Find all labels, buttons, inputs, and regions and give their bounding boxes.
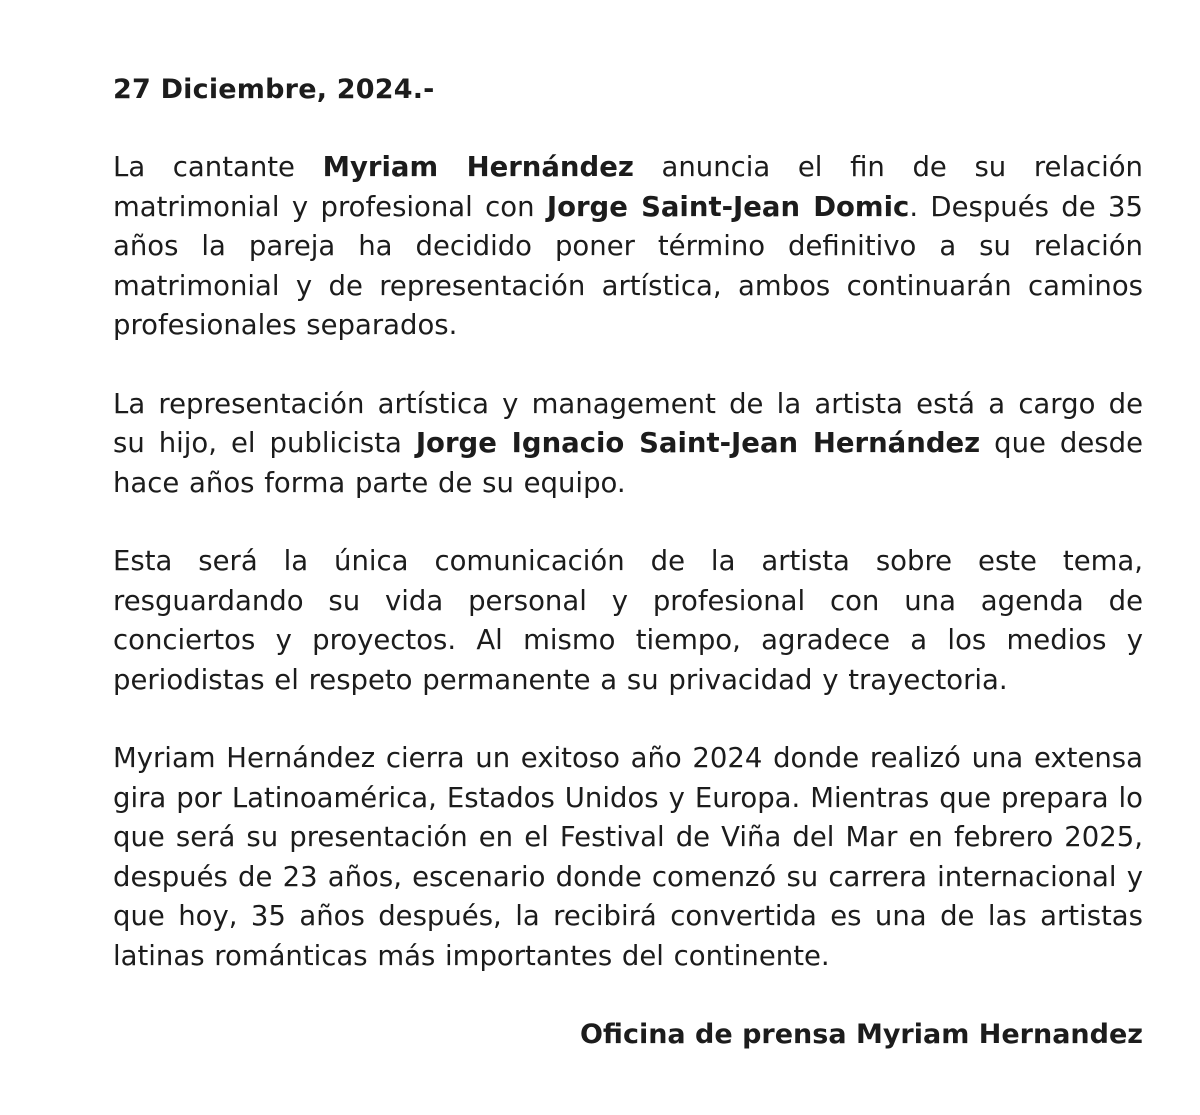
paragraph-2: [113, 385, 1143, 504]
paragraph-3-text-1: Esta será la única comunicación de la artista sobre este tema, resguardando su vida personal y profesional con una agenda de conciertos y proyectos. Al mismo tiempo, agradece a los medios y periodistas el respeto permanente a su privacidad y trayectoria.: [113, 545, 1143, 696]
paragraph-4: [113, 739, 1143, 976]
paragraph-2-bold-1: Jorge Ignacio Saint-Jean Hernández: [415, 427, 981, 459]
paragraph-1-text-3: . Después de 35 años la pareja ha decidido poner término definitivo a su relación matrimonial y de representación artística, ambos continuarán caminos profesionales separados.: [113, 190, 1144, 341]
paragraph-2-text-2: que desde hace años forma parte de su equipo.: [113, 427, 1143, 499]
paragraph-1-text-2: anuncia el fin de su relación matrimonial y profesional con: [113, 151, 1143, 223]
paragraph-1-text-1: La cantante: [113, 151, 323, 183]
press-release: [113, 70, 1143, 1055]
paragraph-1-bold-2: Jorge Saint-Jean Domic: [546, 190, 910, 223]
paragraph-3: [113, 542, 1143, 700]
paragraph-4-text-1: Myriam Hernández cierra un exitoso año 2024 donde realizó una extensa gira por Latinoamérica, Estados Unidos y Europa. Mientras que prepara lo que será su presentación en el Festival de Viña del Mar en febrero 2025, después de 23 años, escenario donde comenzó su carrera internacional y que hoy, 35 años después, la recibirá convertida es una de las artistas latinas románticas más importantes del continente.: [113, 742, 1143, 972]
paragraph-2-text-1: La representación artística y management de la artista está a cargo de su hijo, el publicista: [113, 387, 1143, 459]
paragraph-1-bold-1: Myriam Hernández: [322, 151, 634, 183]
release-date: 27 Diciembre, 2024.-: [113, 74, 435, 105]
paragraph-1: [113, 148, 1143, 346]
signature: Oficina de prensa Myriam Hernandez: [579, 1019, 1143, 1050]
